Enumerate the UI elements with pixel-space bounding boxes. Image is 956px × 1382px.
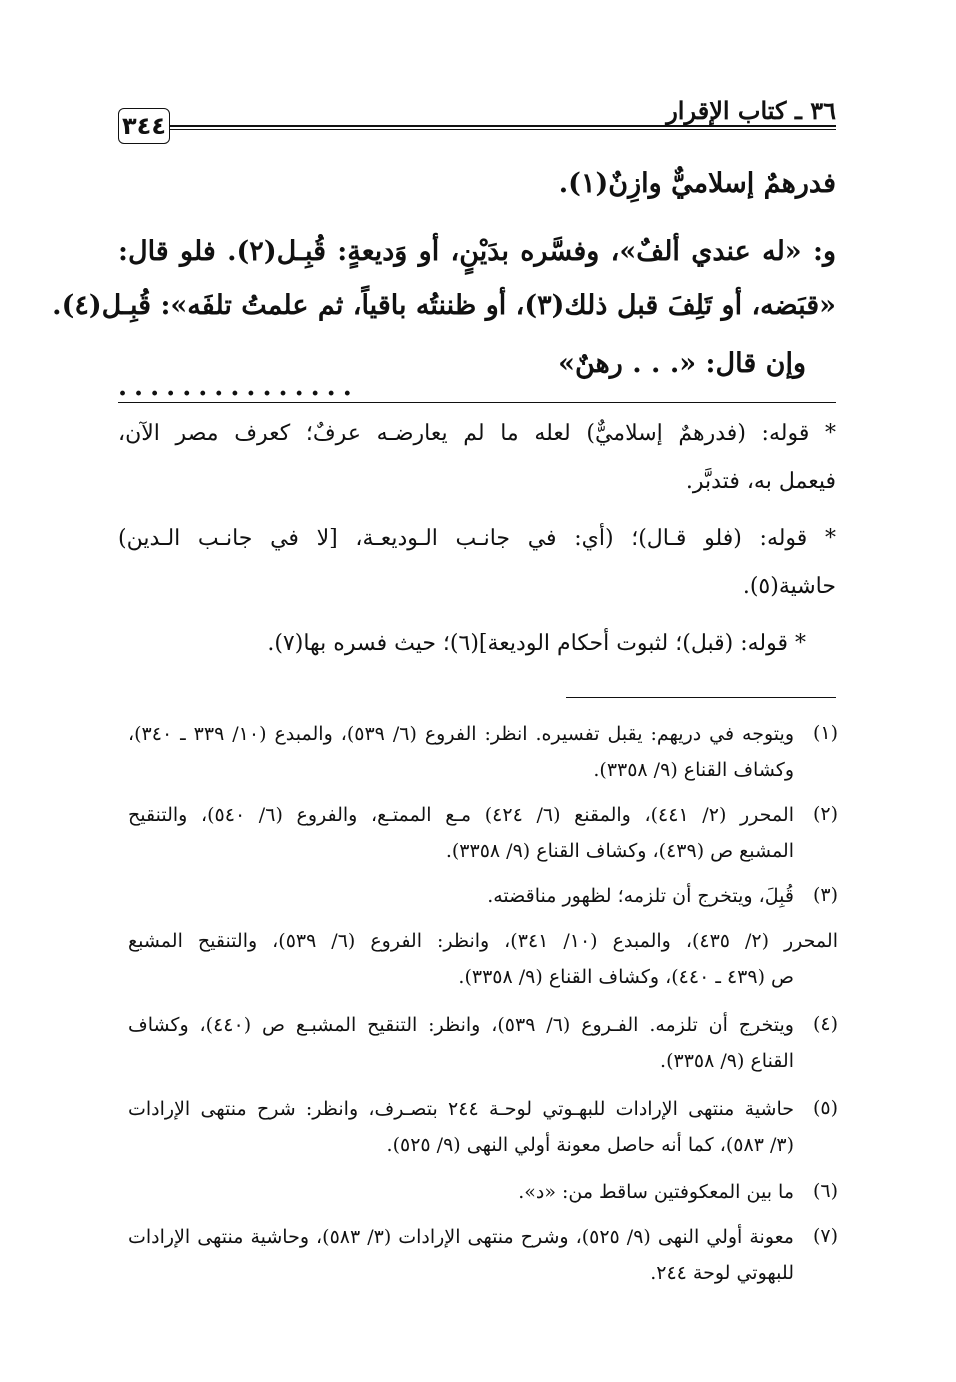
footnote-number: (٦) [812, 1180, 838, 1202]
footnote-line: ويتخرج أن تلزمه. الفـروع (٦/ ٥٣٩)، وانظر: التنقيح المشبـع ص (٤٤٠)، وكشاف [128, 1014, 794, 1036]
commentary-line: * قوله: (فدرهمٌ إسلاميٌّ) لعله ما لم يعارضـه عرفٌ؛ كعرف مصر الآن، [118, 421, 836, 446]
footnote-rule [566, 697, 836, 698]
footnote-number: (٤) [812, 1013, 838, 1035]
ellipsis-dots: ............... [118, 372, 359, 402]
main-text-line: فدرهمٌ إسلاميٌّ وازِنٌ(١). [558, 168, 836, 199]
footnote-number: (١) [812, 722, 838, 744]
footnote-line: (٣/ ٥٨٣)، كما أنه حاصل معونة أولي النهى (٩/ ٥٢٥). [386, 1134, 794, 1156]
page-number: ٣٤٤ [118, 108, 170, 144]
footnote-line: المشبع ص (٤٣٩)، وكشاف القناع (٩/ ٣٣٥٨). [445, 840, 794, 862]
footnote-line: للبهوتي لوحة ٢٤٤. [650, 1262, 794, 1284]
footnote-number: (٢) [812, 803, 838, 825]
footnote-line: وكشاف القناع (٩/ ٣٣٥٨). [593, 759, 794, 781]
footnote-number: (٧) [812, 1225, 838, 1247]
footnote-number: (٣) [812, 884, 838, 906]
main-text-line: وإن قال: «. . . رهنٌ» [558, 348, 806, 379]
main-text-line: و: «له عندي ألفٌ»، وفسَّره بدَيْنٍ، أو وَديعةٍ: قُبِـل(٢). فلو قال: [118, 236, 836, 267]
footnote-line: ما بين المعكوفتين ساقط من: «د». [518, 1181, 794, 1203]
footnote-line: ويتوجه في دريهم: يقبل تفسيره. انظر: الفروع (٦/ ٥٣٩)، والمبدع (١٠/ ٣٣٩ ـ ٣٤٠)، [128, 723, 794, 745]
main-text-line: «قبَضه، أو تَلِفَ قبل ذلك(٣)، أو ظننتُه باقياً، ثم علمتُ تلفَه»: قُبِـل(٤). [52, 290, 836, 321]
commentary-line: * قوله: (فلو قـال)؛ (أي: في جانـب الـوديعـة، [لا في جانـب الـدين) [118, 526, 836, 551]
footnote-line: معونة أولي النهى (٩/ ٥٢٥)، وشرح منتهى الإرادات (٣/ ٥٨٣)، وحاشية منتهى الإرادات [128, 1226, 794, 1248]
footnote-line: القناع (٩/ ٣٣٥٨). [660, 1050, 794, 1072]
commentary-divider [118, 402, 836, 403]
footnote-line: قُبِلَ، ويتخرج أن تلزمه؛ لظهور مناقضته. [487, 885, 794, 907]
commentary-line: حاشية(٥). [742, 574, 836, 599]
running-title: ٣٦ ـ كتاب الإقرار [666, 96, 836, 125]
footnote-line: حاشية منتهى الإرادات للبهـوتي لوحـة ٢٤٤ بتصـرف، وانظر: شرح منتهى الإرادات [128, 1098, 795, 1120]
header-rule [170, 125, 836, 127]
footnote-number: (٥) [812, 1097, 838, 1119]
footnote-line: المحرر (٢/ ٤٤١)، والمقنع (٦/ ٤٢٤) مـع الممتـع، والفروع (٦/ ٥٤٠)، والتنقيح [128, 804, 794, 826]
commentary-line: * قوله: (قبل)؛ لثبوت أحكام الوديعة](٦)؛ حيث فسره بها(٧). [267, 631, 806, 656]
footnote-line: المحرر (٢/ ٤٣٥)، والمبدع (١٠/ ٣٤١)، وانظر: الفروع (٦/ ٥٣٩)، والتنقيح المشبع [128, 930, 838, 952]
header-rule-thin [170, 129, 836, 130]
footnote-line: ص (٤٣٩ ـ ٤٤٠)، وكشاف القناع (٩/ ٣٣٥٨). [458, 966, 794, 988]
commentary-line: فيعمل به، فتدبَّر. [685, 469, 836, 494]
